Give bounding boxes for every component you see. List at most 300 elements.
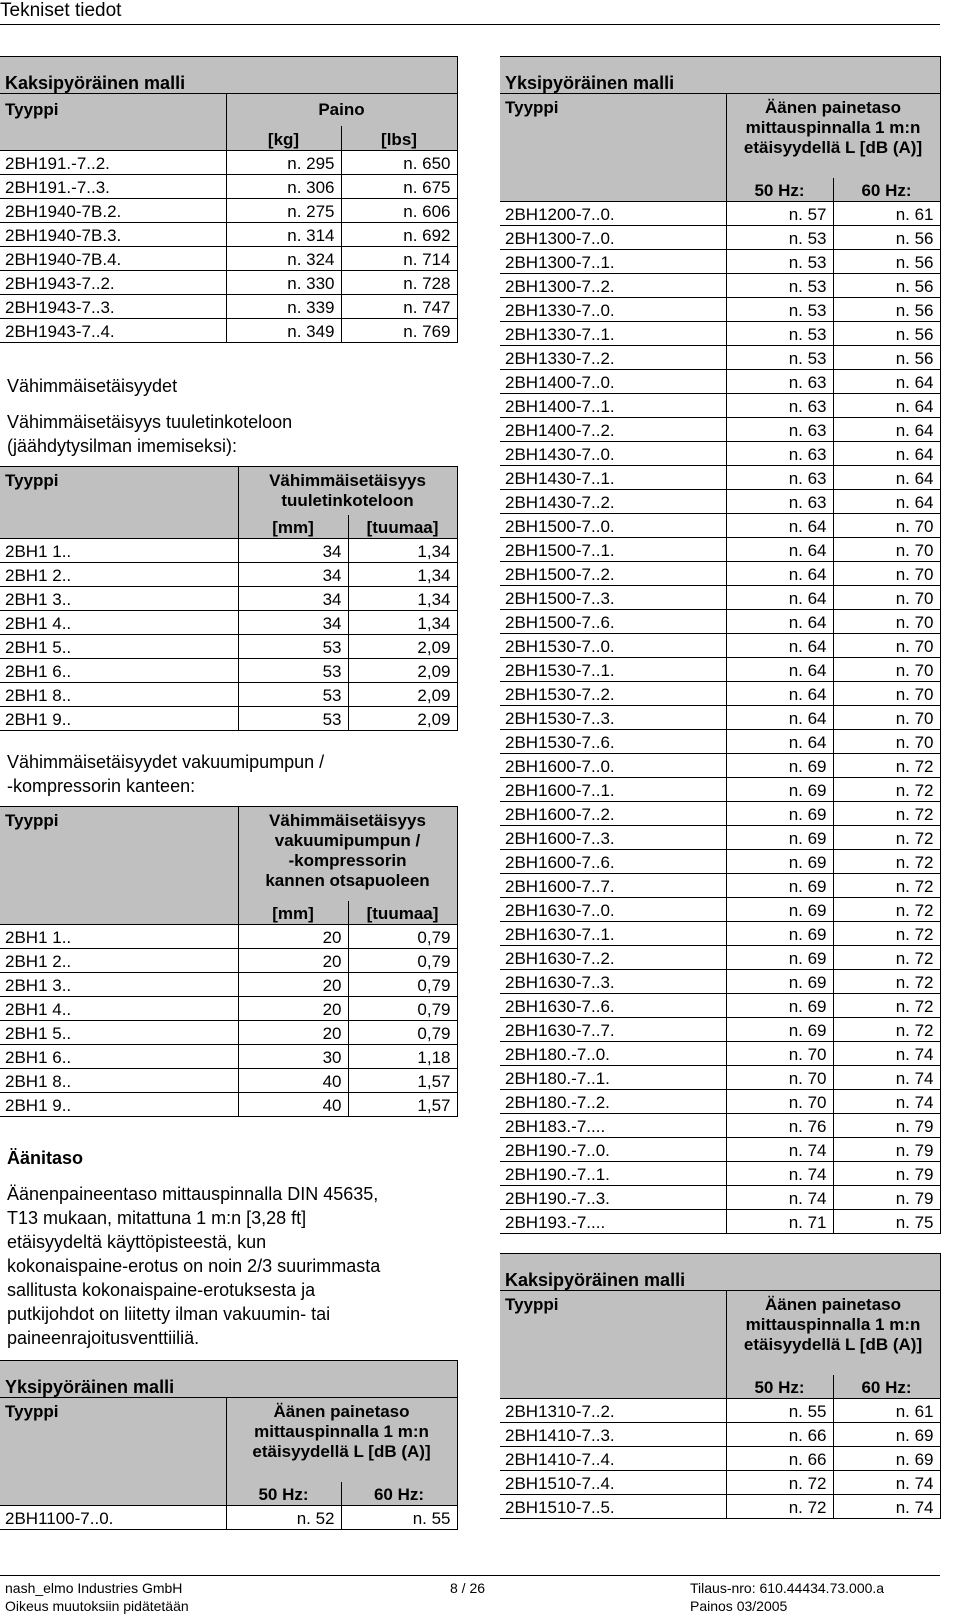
value-cell: n. 70	[833, 730, 940, 754]
fan-col-head2: tuuletinkoteloon	[281, 491, 414, 510]
value-cell: 34	[238, 611, 348, 635]
type-cell: 2BH1200-7..0.	[500, 202, 726, 226]
value-cell: n. 52	[226, 1506, 341, 1530]
min-distances-intro-line2: (jäähdytysilman imemiseksi):	[7, 436, 238, 456]
fan-distance-table	[0, 466, 458, 731]
type-cell: 2BH1 4..	[0, 997, 238, 1021]
value-cell: n. 69	[833, 1423, 940, 1447]
sound-para-line: T13 mukaan, mitattuna 1 m:n [3,28 ft]	[7, 1208, 307, 1228]
table-row	[0, 925, 457, 949]
type-cell: 2BH1943-7..2.	[0, 271, 226, 295]
value-cell: n. 53	[726, 322, 833, 346]
type-cell: 2BH1 3..	[0, 587, 238, 611]
fan-col-type: Tyyppi	[0, 467, 238, 516]
table-row	[500, 1210, 940, 1234]
type-cell: 2BH1 1..	[0, 925, 238, 949]
type-cell: 2BH1630-7..0.	[500, 898, 726, 922]
value-cell: n. 74	[726, 1186, 833, 1210]
value-cell: 0,79	[348, 973, 457, 997]
cover-col-type: Tyyppi	[0, 807, 238, 902]
table-row	[0, 1021, 457, 1045]
right-single-hz50: 50 Hz:	[726, 178, 833, 202]
type-cell: 2BH1400-7..2.	[500, 418, 726, 442]
value-cell: n. 324	[226, 247, 341, 271]
type-cell: 2BH1 9..	[0, 707, 238, 731]
table-row	[500, 1066, 940, 1090]
type-cell: 2BH1 2..	[0, 563, 238, 587]
value-cell: n. 70	[833, 514, 940, 538]
value-cell: n. 71	[726, 1210, 833, 1234]
table-row	[500, 1018, 940, 1042]
table-row	[0, 271, 457, 295]
page-footer	[0, 1575, 940, 1618]
fan-col-head1: Vähimmäisetäisyys	[269, 471, 426, 490]
type-cell: 2BH1940-7B.4.	[0, 247, 226, 271]
min-distances-heading: Vähimmäisetäisyydet	[7, 376, 178, 396]
table-row	[500, 370, 940, 394]
type-cell: 2BH1330-7..0.	[500, 298, 726, 322]
table-row	[500, 490, 940, 514]
value-cell: 1,18	[348, 1045, 457, 1069]
weight-table-title: Kaksipyöräinen malli	[0, 57, 457, 94]
value-cell: n. 74	[833, 1090, 940, 1114]
value-cell: n. 74	[833, 1042, 940, 1066]
value-cell: n. 72	[833, 802, 940, 826]
value-cell: n. 64	[726, 634, 833, 658]
value-cell: 20	[238, 1021, 348, 1045]
value-cell: 20	[238, 925, 348, 949]
right-double-head2: mittauspinnalla 1 m:n	[745, 1315, 921, 1334]
value-cell: n. 69	[726, 994, 833, 1018]
sound-para-line: putkijohdot on liitetty ilman vakuumin- tai	[7, 1304, 331, 1324]
right-single-head3: etäisyydellä L [dB (A)]	[743, 138, 923, 157]
table-row	[500, 754, 940, 778]
type-cell: 2BH1410-7..4.	[500, 1447, 726, 1471]
type-cell: 2BH1 1..	[0, 539, 238, 563]
type-cell: 2BH180.-7..2.	[500, 1090, 726, 1114]
value-cell: n. 56	[833, 298, 940, 322]
value-cell: 40	[238, 1069, 348, 1093]
value-cell: 30	[238, 1045, 348, 1069]
value-cell: 1,57	[348, 1069, 457, 1093]
value-cell: n. 74	[833, 1066, 940, 1090]
value-cell: n. 79	[833, 1138, 940, 1162]
value-cell: 0,79	[348, 1021, 457, 1045]
type-cell: 2BH1500-7..2.	[500, 562, 726, 586]
type-cell: 2BH193.-7....	[500, 1210, 726, 1234]
type-cell: 2BH1400-7..0.	[500, 370, 726, 394]
right-single-sound-table	[500, 56, 941, 1234]
value-cell: n. 53	[726, 250, 833, 274]
sound-heading: Äänitaso	[7, 1148, 84, 1168]
table-row	[500, 850, 940, 874]
table-row	[0, 1506, 457, 1530]
sound-paragraph	[7, 1182, 380, 1350]
type-cell: 2BH1310-7..2.	[500, 1399, 726, 1423]
type-cell: 2BH1330-7..2.	[500, 346, 726, 370]
table-row	[500, 1495, 940, 1519]
left-sound-title: Yksipyöräinen malli	[0, 1361, 457, 1398]
table-row	[500, 922, 940, 946]
footer-company: nash_elmo Industries GmbH	[5, 1580, 183, 1596]
value-cell: n. 306	[226, 175, 341, 199]
value-cell: n. 64	[726, 514, 833, 538]
table-row	[500, 610, 940, 634]
value-cell: n. 74	[726, 1162, 833, 1186]
cover-col-head2: vakuumipumpun /	[274, 831, 421, 850]
table-row	[0, 1093, 457, 1117]
value-cell: n. 769	[341, 319, 457, 343]
value-cell: n. 70	[833, 562, 940, 586]
type-cell: 2BH1 8..	[0, 1069, 238, 1093]
table-row	[500, 1162, 940, 1186]
type-cell: 2BH1 9..	[0, 1093, 238, 1117]
table-row	[500, 298, 940, 322]
type-cell: 2BH1 5..	[0, 635, 238, 659]
right-single-col-type: Tyyppi	[500, 94, 726, 179]
type-cell: 2BH190.-7..1.	[500, 1162, 726, 1186]
type-cell: 2BH1530-7..2.	[500, 682, 726, 706]
table-row	[0, 199, 457, 223]
type-cell: 2BH1510-7..4.	[500, 1471, 726, 1495]
table-row	[500, 562, 940, 586]
footer-rights: Oikeus muutoksiin pidätetään	[5, 1598, 189, 1614]
type-cell: 2BH1600-7..1.	[500, 778, 726, 802]
value-cell: 2,09	[348, 707, 457, 731]
value-cell: n. 692	[341, 223, 457, 247]
table-row	[500, 250, 940, 274]
value-cell: n. 64	[726, 682, 833, 706]
type-cell: 2BH1 3..	[0, 973, 238, 997]
value-cell: 2,09	[348, 659, 457, 683]
value-cell: n. 70	[833, 634, 940, 658]
value-cell: 0,79	[348, 949, 457, 973]
value-cell: n. 53	[726, 298, 833, 322]
fan-unit-in: [tuumaa]	[348, 515, 457, 539]
table-row	[500, 778, 940, 802]
value-cell: 0,79	[348, 925, 457, 949]
value-cell: 34	[238, 539, 348, 563]
right-double-title: Kaksipyöräinen malli	[500, 1254, 940, 1291]
value-cell: n. 70	[726, 1066, 833, 1090]
footer-edition: Painos 03/2005	[690, 1598, 788, 1614]
type-cell: 2BH1 6..	[0, 1045, 238, 1069]
sound-para-line: sallitusta kokonaispaine-erotuksesta ja	[7, 1280, 316, 1300]
weight-col-type: Tyyppi	[0, 94, 226, 127]
page-header	[0, 0, 940, 25]
table-row	[500, 730, 940, 754]
table-row	[500, 826, 940, 850]
right-double-head1: Äänen painetaso	[764, 1295, 902, 1314]
type-cell: 2BH1410-7..3.	[500, 1423, 726, 1447]
value-cell: 0,79	[348, 997, 457, 1021]
value-cell: n. 72	[833, 922, 940, 946]
cover-col-head1: Vähimmäisetäisyys	[269, 811, 426, 830]
type-cell: 2BH1 5..	[0, 1021, 238, 1045]
table-row	[0, 659, 457, 683]
value-cell: n. 650	[341, 151, 457, 175]
table-row	[500, 346, 940, 370]
table-row	[0, 319, 457, 343]
value-cell: n. 74	[726, 1138, 833, 1162]
value-cell: n. 72	[726, 1471, 833, 1495]
value-cell: n. 64	[833, 442, 940, 466]
table-row	[500, 226, 940, 250]
footer-order-number: Tilaus-nro: 610.44434.73.000.a	[690, 1580, 885, 1596]
right-double-sound-table	[500, 1253, 941, 1519]
table-row	[500, 418, 940, 442]
table-row	[500, 442, 940, 466]
table-row	[500, 1090, 940, 1114]
cover-col-head3: -kompressorin	[288, 851, 407, 870]
table-row	[500, 1471, 940, 1495]
value-cell: n. 64	[726, 586, 833, 610]
type-cell: 2BH1600-7..2.	[500, 802, 726, 826]
value-cell: 1,57	[348, 1093, 457, 1117]
left-sound-hz60: 60 Hz:	[341, 1482, 457, 1506]
type-cell: 2BH180.-7..1.	[500, 1066, 726, 1090]
table-row	[500, 1186, 940, 1210]
right-double-head3: etäisyydellä L [dB (A)]	[743, 1335, 923, 1354]
table-row	[0, 295, 457, 319]
value-cell: n. 72	[833, 1018, 940, 1042]
value-cell: n. 74	[833, 1495, 940, 1519]
table-row	[500, 994, 940, 1018]
value-cell: n. 76	[726, 1114, 833, 1138]
value-cell: n. 675	[341, 175, 457, 199]
table-row	[500, 802, 940, 826]
type-cell: 2BH1510-7..5.	[500, 1495, 726, 1519]
value-cell: n. 55	[726, 1399, 833, 1423]
table-row	[500, 1447, 940, 1471]
left-sound-head2: mittauspinnalla 1 m:n	[254, 1422, 429, 1441]
table-row	[500, 946, 940, 970]
value-cell: 1,34	[348, 563, 457, 587]
value-cell: n. 64	[726, 706, 833, 730]
type-cell: 2BH191.-7..2.	[0, 151, 226, 175]
table-row	[0, 949, 457, 973]
type-cell: 2BH1500-7..6.	[500, 610, 726, 634]
type-cell: 2BH1600-7..0.	[500, 754, 726, 778]
type-cell: 2BH183.-7....	[500, 1114, 726, 1138]
table-row	[0, 175, 457, 199]
value-cell: 53	[238, 659, 348, 683]
fan-unit-mm: [mm]	[238, 515, 348, 539]
value-cell: n. 53	[726, 346, 833, 370]
value-cell: n. 55	[341, 1506, 457, 1530]
value-cell: n. 349	[226, 319, 341, 343]
value-cell: n. 70	[833, 706, 940, 730]
type-cell: 2BH1500-7..3.	[500, 586, 726, 610]
value-cell: 53	[238, 683, 348, 707]
right-double-hz60: 60 Hz:	[833, 1375, 940, 1399]
type-cell: 2BH1630-7..7.	[500, 1018, 726, 1042]
cover-distance-table	[0, 806, 458, 1117]
table-row	[500, 898, 940, 922]
type-cell: 2BH1300-7..1.	[500, 250, 726, 274]
value-cell: n. 61	[833, 1399, 940, 1423]
value-cell: n. 72	[833, 778, 940, 802]
type-cell: 2BH180.-7..0.	[500, 1042, 726, 1066]
value-cell: n. 64	[726, 562, 833, 586]
table-row	[500, 970, 940, 994]
value-cell: n. 330	[226, 271, 341, 295]
value-cell: n. 79	[833, 1186, 940, 1210]
right-single-head1: Äänen painetaso	[764, 98, 902, 117]
weight-col-weight: Paino	[226, 94, 457, 127]
table-row	[500, 466, 940, 490]
value-cell: n. 72	[833, 826, 940, 850]
cover-unit-in: [tuumaa]	[348, 901, 457, 925]
table-row	[500, 1114, 940, 1138]
value-cell: n. 63	[726, 490, 833, 514]
value-cell: n. 69	[726, 922, 833, 946]
value-cell: n. 69	[726, 754, 833, 778]
table-row	[500, 1042, 940, 1066]
value-cell: 53	[238, 635, 348, 659]
type-cell: 2BH1600-7..3.	[500, 826, 726, 850]
right-single-hz60: 60 Hz:	[833, 178, 940, 202]
table-row	[0, 683, 457, 707]
type-cell: 2BH1530-7..3.	[500, 706, 726, 730]
left-sound-col-type: Tyyppi	[0, 1398, 226, 1483]
type-cell: 2BH1 6..	[0, 659, 238, 683]
sound-para-line: etäisyydeltä käyttöpisteestä, kun	[7, 1232, 267, 1252]
type-cell: 2BH1430-7..2.	[500, 490, 726, 514]
type-cell: 2BH1943-7..3.	[0, 295, 226, 319]
table-row	[0, 587, 457, 611]
value-cell: n. 275	[226, 199, 341, 223]
value-cell: n. 69	[726, 826, 833, 850]
type-cell: 2BH190.-7..0.	[500, 1138, 726, 1162]
right-double-col-type: Tyyppi	[500, 1291, 726, 1376]
value-cell: n. 63	[726, 418, 833, 442]
sound-para-line: kokonaispaine-erotus on noin 2/3 suurimmasta	[7, 1256, 381, 1276]
value-cell: n. 66	[726, 1447, 833, 1471]
table-row	[500, 1423, 940, 1447]
value-cell: n. 64	[726, 610, 833, 634]
type-cell: 2BH1630-7..3.	[500, 970, 726, 994]
value-cell: n. 606	[341, 199, 457, 223]
value-cell: n. 69	[726, 802, 833, 826]
table-row	[0, 151, 457, 175]
type-cell: 2BH191.-7..3.	[0, 175, 226, 199]
type-cell: 2BH1430-7..0.	[500, 442, 726, 466]
type-cell: 2BH1530-7..6.	[500, 730, 726, 754]
table-row	[0, 635, 457, 659]
value-cell: n. 64	[833, 418, 940, 442]
value-cell: n. 56	[833, 322, 940, 346]
value-cell: n. 63	[726, 466, 833, 490]
weight-table-body	[0, 57, 457, 343]
left-sound-table	[0, 1360, 458, 1530]
cover-unit-mm: [mm]	[238, 901, 348, 925]
value-cell: n. 69	[726, 946, 833, 970]
left-sound-hz50: 50 Hz:	[226, 1482, 341, 1506]
min-distances-intro2-line1: Vähimmäisetäisyydet vakuumipumpun /	[7, 752, 325, 772]
type-cell: 2BH1943-7..4.	[0, 319, 226, 343]
value-cell: n. 64	[833, 490, 940, 514]
value-cell: n. 728	[341, 271, 457, 295]
value-cell: 1,34	[348, 611, 457, 635]
value-cell: 20	[238, 973, 348, 997]
value-cell: n. 69	[726, 874, 833, 898]
table-row	[500, 682, 940, 706]
type-cell: 2BH1530-7..0.	[500, 634, 726, 658]
value-cell: 40	[238, 1093, 348, 1117]
value-cell: n. 69	[833, 1447, 940, 1471]
type-cell: 2BH1500-7..0.	[500, 514, 726, 538]
table-row	[500, 658, 940, 682]
left-sound-head1: Äänen painetaso	[273, 1402, 410, 1421]
value-cell: n. 72	[833, 874, 940, 898]
value-cell: n. 56	[833, 250, 940, 274]
table-row	[500, 634, 940, 658]
value-cell: n. 72	[833, 970, 940, 994]
type-cell: 2BH1940-7B.2.	[0, 199, 226, 223]
table-row	[500, 706, 940, 730]
value-cell: n. 747	[341, 295, 457, 319]
table-row	[500, 586, 940, 610]
weight-unit-lbs: [lbs]	[341, 126, 457, 151]
value-cell: n. 70	[726, 1090, 833, 1114]
value-cell: n. 69	[726, 850, 833, 874]
value-cell: n. 64	[726, 730, 833, 754]
table-row	[0, 997, 457, 1021]
type-cell: 2BH1 2..	[0, 949, 238, 973]
type-cell: 2BH1600-7..7.	[500, 874, 726, 898]
value-cell: n. 339	[226, 295, 341, 319]
type-cell: 2BH1 4..	[0, 611, 238, 635]
type-cell: 2BH1 8..	[0, 683, 238, 707]
value-cell: n. 72	[833, 754, 940, 778]
value-cell: n. 70	[833, 682, 940, 706]
min-distances-intro2-line2: -kompressorin kanteen:	[7, 776, 196, 796]
cover-col-head4: kannen otsapuoleen	[265, 871, 430, 890]
value-cell: n. 714	[341, 247, 457, 271]
type-cell: 2BH1630-7..2.	[500, 946, 726, 970]
value-cell: n. 79	[833, 1162, 940, 1186]
value-cell: 1,34	[348, 587, 457, 611]
value-cell: n. 74	[833, 1471, 940, 1495]
table-row	[0, 247, 457, 271]
table-row	[0, 1069, 457, 1093]
value-cell: n. 70	[833, 586, 940, 610]
value-cell: n. 56	[833, 274, 940, 298]
sound-para-line: Äänenpaineentaso mittauspinnalla DIN 45635,	[7, 1184, 379, 1204]
table-row	[500, 202, 940, 226]
table-row	[500, 1138, 940, 1162]
table-row	[0, 973, 457, 997]
right-single-head2: mittauspinnalla 1 m:n	[745, 118, 921, 137]
value-cell: n. 72	[833, 850, 940, 874]
value-cell: n. 61	[833, 202, 940, 226]
footer-page-number: 8 / 26	[450, 1580, 486, 1596]
table-row	[0, 223, 457, 247]
value-cell: n. 56	[833, 226, 940, 250]
value-cell: n. 63	[726, 442, 833, 466]
value-cell: n. 64	[833, 370, 940, 394]
value-cell: n. 69	[726, 970, 833, 994]
value-cell: 34	[238, 587, 348, 611]
value-cell: n. 64	[833, 394, 940, 418]
value-cell: n. 53	[726, 274, 833, 298]
table-row	[0, 563, 457, 587]
value-cell: n. 63	[726, 394, 833, 418]
value-cell: n. 72	[833, 994, 940, 1018]
type-cell: 2BH1400-7..1.	[500, 394, 726, 418]
table-row	[500, 274, 940, 298]
